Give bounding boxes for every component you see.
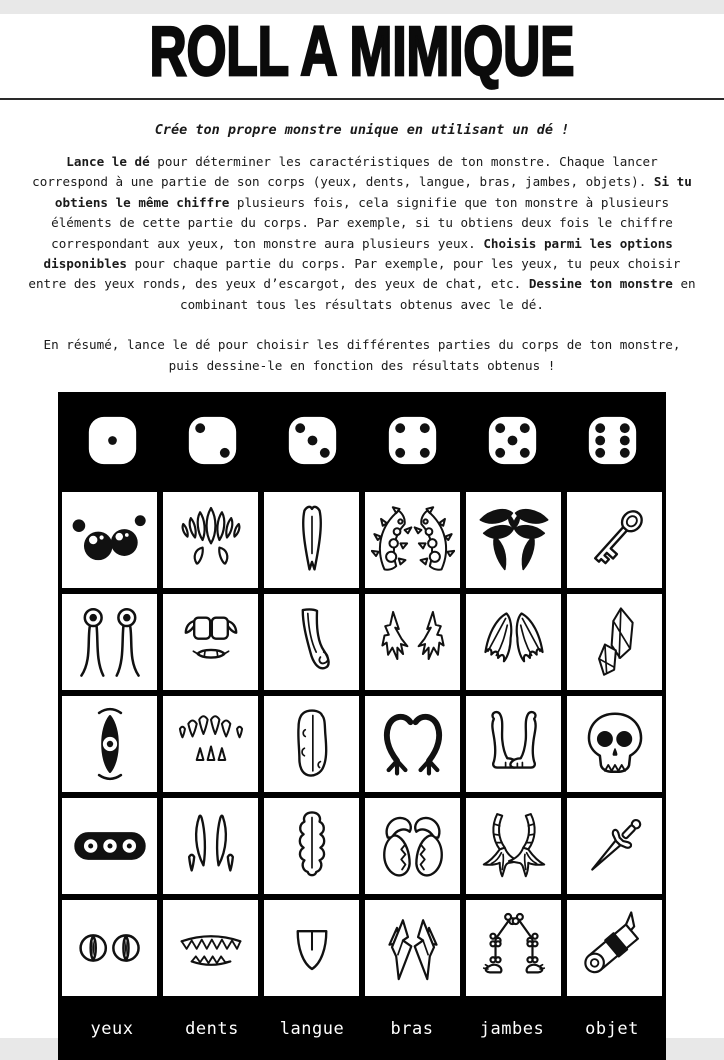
column-label-langue: langue (279, 1018, 345, 1039)
option-objet-3 (567, 696, 662, 792)
crab-pincer-arms-icon (371, 803, 455, 889)
die-3-cell (262, 396, 362, 486)
instruction-3-body: pour chaque partie du corps. Par exemple, pour les yeux, tu peux choisir entre des yeux ronds, des yeux d’escargot, des yeux de chat, etc. (28, 255, 681, 292)
scroll-icon (573, 905, 657, 991)
option-dents-5 (163, 900, 258, 996)
spider-fangs-icon (169, 497, 253, 583)
die-4-icon (386, 414, 439, 467)
bone-legs-icon (472, 905, 556, 991)
snail-eyes-icon (68, 599, 152, 685)
option-dents-4 (163, 798, 258, 894)
spider-eyes-icon (68, 497, 152, 583)
bird-feet-legs-icon (472, 803, 556, 889)
option-langue-1 (264, 492, 359, 588)
option-objet-1 (567, 492, 662, 588)
die-1-icon (86, 414, 139, 467)
dice-header-row (62, 396, 662, 486)
instruction-1-body: pour déterminer les caractéristiques de ton monstre. Chaque lancer correspond à une partie de son corps (yeux, dents, langue, bras, jambes, objets). (32, 154, 658, 190)
die-2-icon (186, 414, 239, 467)
worksheet-page (0, 14, 724, 1038)
option-objet-2 (567, 594, 662, 690)
die-5-icon (486, 414, 539, 467)
option-langue-2 (264, 594, 359, 690)
option-bras-3 (365, 696, 460, 792)
curled-tongue-icon (270, 599, 354, 685)
option-objet-5 (567, 900, 662, 996)
option-dents-1 (163, 492, 258, 588)
instruction-1-lead: Lance le dé (66, 154, 150, 169)
instruction-2-lead: Si tu obtiens le même chiffre (54, 174, 692, 210)
option-langue-3 (264, 696, 359, 792)
option-jambes-3 (466, 696, 561, 792)
option-bras-5 (365, 900, 460, 996)
die-3-icon (286, 414, 339, 467)
title-divider (0, 98, 724, 100)
options-grid (62, 492, 662, 996)
lumpy-tongue-icon (270, 803, 354, 889)
options-board (58, 392, 666, 1060)
tagline: Crée ton propre monstre unique en utilisant un dé ! (154, 122, 570, 138)
spiky-claw-arms-icon (371, 599, 455, 685)
die-6-icon (586, 414, 639, 467)
angular-fold-arms-icon (371, 905, 455, 991)
crystals-icon (573, 599, 657, 685)
option-yeux-5 (62, 900, 157, 996)
zigzag-teeth-icon (169, 905, 253, 991)
dagger-icon (573, 803, 657, 889)
cat-slit-eye-icon (68, 701, 152, 787)
summary-paragraph: En résumé, lance le dé pour choisir les différentes parties du corps de ton monstre, puis dessine-le en fonction des résultats obtenus ! (43, 337, 681, 373)
column-labels-row (62, 1002, 662, 1056)
option-objet-4 (567, 798, 662, 894)
black-spike-wings-icon (472, 497, 556, 583)
option-jambes-1 (466, 492, 561, 588)
black-claw-arms-icon (371, 701, 455, 787)
page-title: ROLL A MIMIQUE (149, 12, 575, 90)
monster-legs-icon (472, 701, 556, 787)
round-slit-eyes-icon (68, 905, 152, 991)
scattered-teeth-icon (169, 701, 253, 787)
buck-teeth-icon (169, 599, 253, 685)
option-jambes-2 (466, 594, 561, 690)
instruction-4-body: en combinant tous les résultats obtenus avec le dé. (180, 276, 696, 312)
instruction-3-lead: Choisis parmi les options disponibles (43, 235, 673, 271)
pointed-forked-tongue-icon (270, 497, 354, 583)
skull-icon (573, 701, 657, 787)
option-langue-4 (264, 798, 359, 894)
option-yeux-3 (62, 696, 157, 792)
option-bras-1 (365, 492, 460, 588)
option-yeux-4 (62, 798, 157, 894)
die-5-cell (462, 396, 562, 486)
column-label-dents: dents (185, 1018, 239, 1039)
option-dents-2 (163, 594, 258, 690)
column-label-yeux: yeux (90, 1018, 134, 1039)
column-label-jambes: jambes (479, 1018, 545, 1039)
instructions-text (26, 152, 698, 315)
bat-wings-icon (472, 599, 556, 685)
triple-eyes-band-icon (68, 803, 152, 889)
option-langue-5 (264, 900, 359, 996)
column-label-bras: bras (390, 1018, 434, 1039)
option-bras-2 (365, 594, 460, 690)
tentacle-arms-icon (371, 497, 455, 583)
die-6-cell (562, 396, 662, 486)
long-fangs-icon (169, 803, 253, 889)
broad-bumpy-tongue-icon (270, 701, 354, 787)
option-jambes-4 (466, 798, 561, 894)
die-2-cell (162, 396, 262, 486)
instruction-2-body: plusieurs fois, cela signifie que ton monstre à plusieurs éléments de cette partie du corps. Par exemple, si tu obtiens deux fois le chiffre correspondant aux yeux, ton monstre aura plusieurs yeux. (51, 194, 673, 251)
skeleton-key-icon (573, 497, 657, 583)
option-jambes-5 (466, 900, 561, 996)
column-label-objet: objet (585, 1018, 639, 1039)
option-bras-4 (365, 798, 460, 894)
simple-tongue-icon (270, 905, 354, 991)
die-1-cell (62, 396, 162, 486)
instruction-4-lead: Dessine ton monstre (528, 276, 673, 292)
die-4-cell (362, 396, 462, 486)
option-dents-3 (163, 696, 258, 792)
option-yeux-2 (62, 594, 157, 690)
option-yeux-1 (62, 492, 157, 588)
